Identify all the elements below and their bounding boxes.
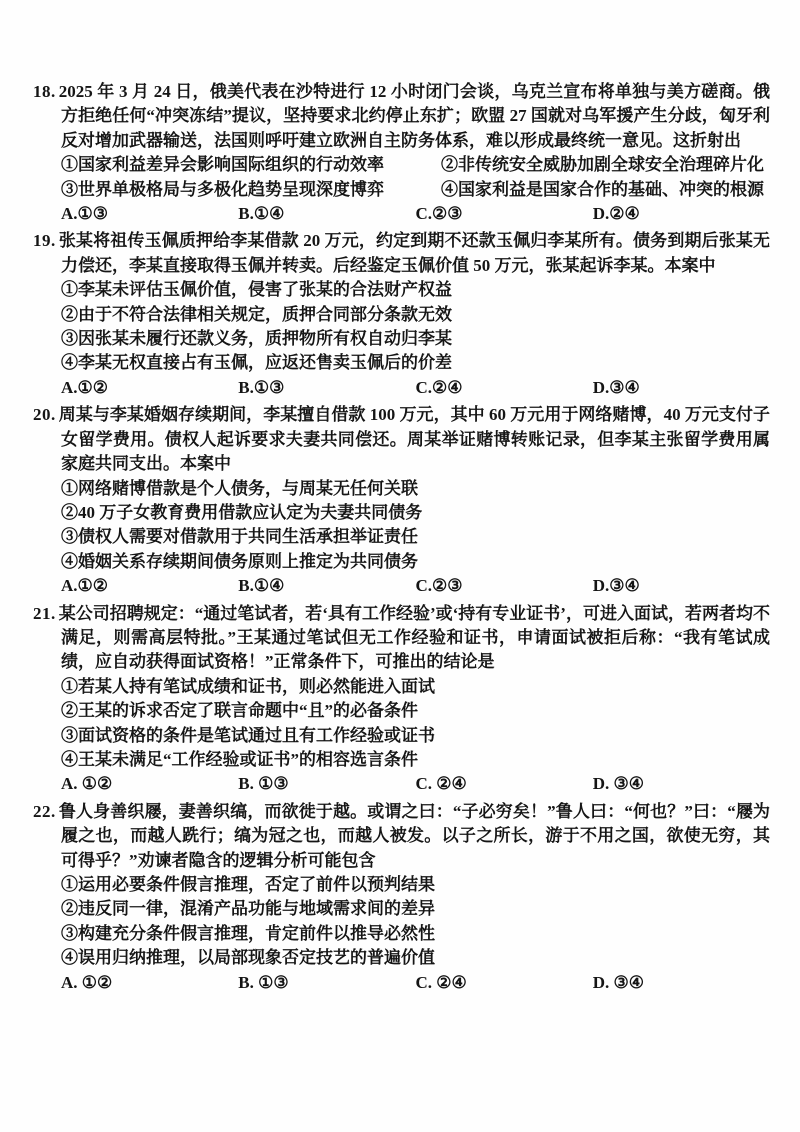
answer-choice-c: C.②③: [415, 576, 463, 596]
answer-choice-b: B.①④: [238, 204, 285, 224]
option-3: ③债权人需要对借款用于共同生活承担举证责任: [61, 527, 418, 547]
question-stem-text: 某公司招聘规定：“通过笔试者，若‘具有工作经验’或‘持有专业证书’，可进入面试，若两者均不满足，则需高层特批。”王某通过笔试但无工作经验和证书，申请面试被拒后称：“我有笔试成绩，应自动获得面试资格！”正常条件下，可推出的结论是: [58, 603, 770, 672]
option-1: ①运用必要条件假言推理，否定了前件以预判结果: [61, 875, 435, 894]
option-1: ①网络赌博借款是个人债务，与周某无任何关联: [61, 478, 418, 498]
option-2: ②王某的诉求否定了联言命题中“且”的必备条件: [61, 701, 418, 721]
answer-choice-d: D.③④: [592, 377, 640, 397]
answer-choice-b: B. ①③: [238, 774, 289, 794]
option-1: ①李某未评估玉佩价值，侵害了张某的合法财产权益: [61, 280, 452, 300]
answer-row: [33, 202, 770, 226]
option-2: ②由于不符合法律相关规定，质押合同部分条款无效: [61, 304, 452, 324]
answer-choice-b: B. ①③: [238, 972, 289, 992]
option-2: ②40 万子女教育费用借款应认定为夫妻共同债务: [61, 502, 423, 522]
option-row: [33, 303, 770, 327]
option-row: [33, 351, 770, 375]
answer-choice-a: A. ①②: [61, 972, 113, 992]
option-3: ③因张某未履行还款义务，质押物所有权自动归李某: [61, 329, 452, 349]
option-row: [33, 922, 770, 946]
question-stem-text: 周某与李某婚姻存续期间，李某擅自借款 100 万元，其中 60 万元用于网络赌博，40 万元支付子女留学费用。债权人起诉要求夫妻共同偿还。周某举证赌博转账记录，但李某主张留学费用属家庭共同支出。本案中: [58, 405, 770, 474]
answer-choice-a: A. ①②: [61, 774, 113, 794]
answer-choice-d: D.③④: [592, 576, 640, 596]
question-stem-text: 鲁人身善织屦，妻善织缟，而欲徙于越。或谓之曰：“子必穷矣！”鲁人曰：“何也？”曰：“屦为履之也，而越人跣行；缟为冠之也，而越人被发。以子之所长，游于不用之国，欲使无穷，其可得乎？”劝谏者隐含的逻辑分析可能包含: [58, 801, 770, 870]
question-number: 21.: [33, 603, 56, 623]
option-1: ①若某人持有笔试成绩和证书，则必然能进入面试: [61, 676, 435, 696]
option-row: [33, 178, 764, 202]
question-stem-text: 张某将祖传玉佩质押给李某借款 20 万元，约定到期不还款玉佩归李某所有。债务到期后张某无力偿还，李某直接取得玉佩并转卖。后经鉴定玉佩价值 50 万元，张某起诉李某。本案中: [58, 231, 770, 275]
answer-choice-a: A.①②: [61, 576, 109, 596]
option-row: [33, 501, 770, 525]
option-row: [33, 699, 770, 723]
answer-choice-c: C. ②④: [415, 972, 467, 992]
option-row: [33, 897, 770, 921]
answer-choice-b: B.①③: [238, 377, 285, 397]
option-3: ③世界单极格局与多极化趋势呈现深度博弈: [61, 179, 384, 199]
question-stem-text: 2025 年 3 月 24 日，俄美代表在沙特进行 12 小时闭门会谈，乌克兰宣布将单独与美方磋商。俄方拒绝任何“冲突冻结”提议，坚持要求北约停止东扩；欧盟 27 国就对乌军援产生分歧，匈牙利反对增加武器输送，法国则呼吁建立欧洲自主防务体系，难以形成最终统一意见。这折射出: [58, 82, 770, 150]
option-row: [33, 153, 764, 177]
question-stem-paragraph: [33, 602, 770, 675]
option-3: ③面试资格的条件是笔试通过且有工作经验或证书: [61, 725, 435, 745]
option-1: ①国家利益差异会影响国际组织的行动效率: [61, 155, 384, 175]
question-19: [33, 229, 770, 400]
option-row: [33, 525, 770, 549]
answer-choice-d: D.②④: [592, 204, 640, 224]
answer-row: [33, 574, 770, 598]
answer-choice-c: C. ②④: [415, 774, 467, 794]
option-row: [33, 748, 770, 772]
option-3: ③构建充分条件假言推理，肯定前件以推导必然性: [61, 923, 435, 943]
option-2: ②违反同一律，混淆产品功能与地域需求间的差异: [61, 899, 435, 919]
option-row: [33, 946, 770, 970]
answer-choice-a: A.①②: [61, 377, 109, 397]
answer-choice-c: C.②③: [415, 204, 463, 224]
question-20: [33, 403, 770, 598]
option-row: [33, 675, 770, 699]
question-number: 19.: [33, 231, 56, 251]
question-number: 22.: [33, 801, 56, 821]
answer-choice-d: D. ③④: [592, 774, 645, 794]
answer-choice-a: A.①③: [61, 204, 109, 224]
question-22: [33, 800, 770, 995]
question-stem-paragraph: [33, 403, 770, 476]
answer-row: [33, 376, 770, 400]
option-row: [33, 477, 770, 501]
answer-row: [33, 971, 770, 995]
question-stem-paragraph: [33, 800, 770, 873]
option-4: ④王某未满足“工作经验或证书”的相容选言条件: [61, 749, 418, 769]
answer-row: [33, 772, 770, 796]
question-18: [33, 80, 770, 226]
question-stem-paragraph: [33, 80, 770, 153]
option-row: [33, 873, 770, 897]
option-row: [33, 550, 770, 574]
option-4: ④误用归纳推理，以局部现象否定技艺的普遍价值: [61, 948, 435, 968]
option-4: ④国家利益是国家合作的基础、冲突的根源: [441, 179, 764, 199]
option-2: ②非传统安全威胁加剧全球安全治理碎片化: [441, 155, 764, 175]
question-number: 18.: [33, 82, 56, 101]
option-4: ④李某无权直接占有玉佩，应返还售卖玉佩后的价差: [61, 353, 452, 373]
answer-choice-d: D. ③④: [592, 972, 645, 992]
question-stem-paragraph: [33, 229, 770, 278]
option-row: [33, 724, 770, 748]
option-row: [33, 327, 770, 351]
question-21: [33, 602, 770, 797]
answer-choice-b: B.①④: [238, 576, 285, 596]
option-row: [33, 278, 770, 302]
option-4: ④婚姻关系存续期间债务原则上推定为共同债务: [61, 551, 418, 571]
question-number: 20.: [33, 405, 56, 425]
answer-choice-c: C.②④: [415, 377, 463, 397]
